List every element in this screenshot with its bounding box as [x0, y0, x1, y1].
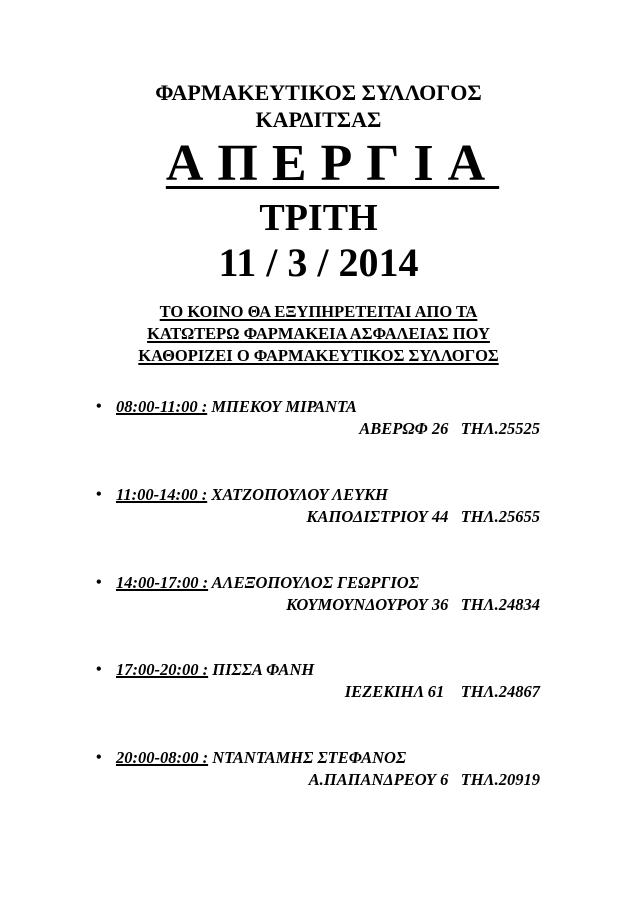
bullet-icon: • — [96, 398, 102, 415]
notice-line1: ΤΟ ΚΟΙΝΟ ΘΑ ΕΞΥΠΗΡΕΤΕΙΤΑΙ ΑΠΟ ΤΑ — [159, 302, 478, 321]
pharmacy-shift — [116, 747, 406, 769]
association-name-line1: ΦΑΡΜΑΚΕΥΤΙΚΟΣ ΣΥΛΛΟΓΟΣ — [155, 80, 482, 105]
pharmacy-name: ΝΤΑΝΤΑΜΗΣ ΣΤΕΦΑΝΟΣ — [208, 748, 407, 767]
pharmacy-shift — [116, 572, 419, 594]
strike-day: ΤΡΙΤΗ — [259, 197, 378, 239]
pharmacy-address-phone: ΑΒΕΡΩΦ 26 ΤΗΛ.25525 — [359, 419, 540, 438]
pharmacy-address-phone: ΙΕΖΕΚΙΗΛ 61 ΤΗΛ.24867 — [344, 682, 540, 701]
bullet-icon: • — [96, 749, 102, 766]
pharmacy-entry — [0, 572, 637, 632]
pharmacy-hours: 11:00-14:00 : — [116, 485, 208, 504]
strike-date: 11 / 3 / 2014 — [218, 240, 419, 285]
pharmacy-name: ΧΑΤΖΟΠΟΥΛΟΥ ΛΕΥΚΗ — [207, 485, 389, 504]
pharmacy-name: ΠΙΣΣΑ ΦΑΝΗ — [208, 660, 315, 679]
pharmacy-address-phone: ΚΑΠΟΔΙΣΤΡΙΟΥ 44 ΤΗΛ.25655 — [306, 507, 540, 526]
bullet-icon: • — [96, 661, 102, 678]
pharmacy-shift — [116, 396, 357, 418]
pharmacy-entry — [0, 659, 637, 719]
pharmacy-hours: 17:00-20:00 : — [116, 660, 209, 679]
pharmacy-entry — [0, 396, 637, 456]
pharmacy-name: ΑΛΕΞΟΠΟΥΛΟΣ ΓΕΩΡΓΙΟΣ — [208, 573, 419, 592]
pharmacy-name: ΜΠΕΚΟΥ ΜΙΡΑΝΤΑ — [207, 397, 357, 416]
association-name-line2: ΚΑΡΔΙΤΣΑΣ — [255, 107, 382, 132]
notice-line2: ΚΑΤΩΤΕΡΩ ΦΑΡΜΑΚΕΙΑ ΑΣΦΑΛΕΙΑΣ ΠΟΥ — [147, 324, 490, 343]
bullet-icon: • — [96, 486, 102, 503]
pharmacy-shift — [116, 659, 314, 681]
pharmacy-entry — [0, 484, 637, 544]
pharmacy-hours: 14:00-17:00 : — [116, 573, 209, 592]
pharmacy-shift — [116, 484, 388, 506]
pharmacy-entry — [0, 747, 637, 807]
pharmacy-address-phone: ΚΟΥΜΟΥΝΔΟΥΡΟΥ 36 ΤΗΛ.24834 — [286, 595, 540, 614]
pharmacy-hours: 20:00-08:00 : — [116, 748, 209, 767]
strike-heading-text: ΑΠΕΡΓΙΑ — [165, 135, 500, 192]
pharmacy-hours: 08:00-11:00 : — [116, 397, 208, 416]
bullet-icon: • — [96, 574, 102, 591]
strike-heading — [0, 134, 637, 194]
notice-line3: ΚΑΘΟΡΙΖΕΙ Ο ΦΑΡΜΑΚΕΥΤΙΚΟΣ ΣΥΛΛΟΓΟΣ — [138, 346, 499, 365]
pharmacy-address-phone: Α.ΠΑΠΑΝΔΡΕΟΥ 6 ΤΗΛ.20919 — [308, 770, 540, 789]
